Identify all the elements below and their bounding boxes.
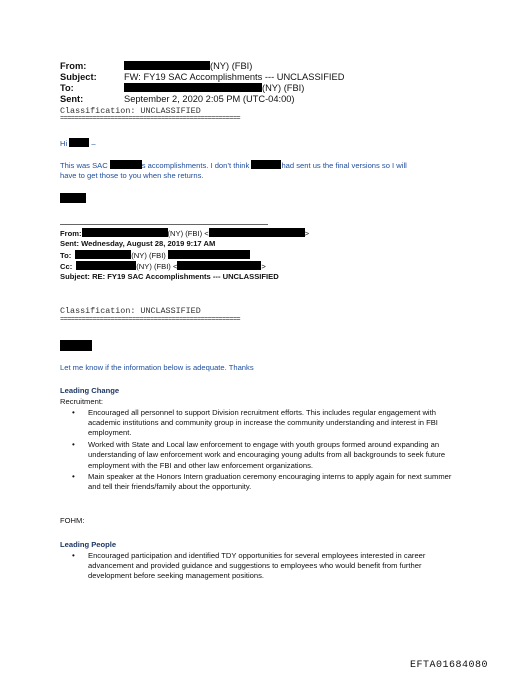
from-label: From: [60,61,87,71]
fohm-label: FOHM: [60,516,85,525]
fwd-sent-line: Sent: Wednesday, August 28, 2019 9:17 AM [60,239,216,248]
redaction [251,160,281,169]
redaction [76,261,136,270]
section-title-leading-people: Leading People [60,540,117,549]
from-value: (NY) (FBI) [124,61,252,72]
sent-label: Sent: [60,94,84,104]
list-item: • Encouraged participation and identified TDY opportunities for several employees interested in career advancement and provided guidance and suggestions to employees who would benefit from further development before seeking management positions. [60,551,460,582]
reply-line-2: have to get those to you when she returns. [60,171,204,180]
redaction [209,228,305,237]
to-value: (NY) (FBI) [124,83,304,94]
list-item: • Worked with State and Local law enforcement to engage with youth groups formed around expanding an understanding of law enforcement work and encouraging young adults from all backgrounds to seek future employment with the FBI and other law enforcement organizations. [60,440,460,471]
bates-number: EFTA01684080 [410,660,489,671]
intro-line: Let me know if the information below is adequate. Thanks [60,363,254,372]
to-label: To: [60,83,74,93]
redaction [110,160,142,169]
redaction [124,83,262,92]
list-item: • Main speaker at the Honors Intern graduation ceremony encouraging interns to apply again for next summer and tell their friends/family about the opportunity. [60,472,460,492]
header-separator: ================================================== [60,115,241,123]
sent-value: September 2, 2020 2:05 PM (UTC-04:00) [124,94,295,104]
redaction [69,138,89,147]
fwd-cc-line: Cc: (NY) (FBI) < > [60,262,266,271]
email-header [60,61,460,107]
fwd-from-line: From: (NY) (FBI) < > [60,229,310,238]
divider [60,224,268,225]
fwd-to-line: To: (NY) (FBI) [60,250,250,261]
greeting: Hi – [60,139,96,148]
reply-line-1: This was SAC s accomplishments. I don’t think had sent us the final versions so I will [60,161,407,170]
redaction [168,250,250,259]
redaction [75,250,131,259]
section-title-leading-change: Leading Change [60,386,120,395]
redaction [124,61,210,70]
addressee-redaction [60,340,92,351]
subject-value: FW: FY19 SAC Accomplishments --- UNCLASSIFIED [124,72,345,82]
fwd-classification: Classification: UNCLASSIFIED [60,306,201,316]
header-classification: Classification: UNCLASSIFIED [60,106,201,116]
section-subtitle-recruitment: Recruitment: [60,397,104,406]
fwd-separator: ================================================== [60,316,241,324]
subject-label: Subject: [60,72,97,82]
recruitment-bullets [60,408,460,494]
fwd-subject-line: Subject: RE: FY19 SAC Accomplishments --- UNCLASSIFIED [60,272,279,281]
signature-redaction [60,193,86,203]
redaction [177,261,261,270]
list-item: • Encouraged all personnel to support Division recruitment efforts. This includes regular engagement with academic institutions and community group in increase the community understanding and interest in FBI employment. [60,408,460,439]
leading-people-bullets [60,551,460,583]
redaction [82,228,168,237]
